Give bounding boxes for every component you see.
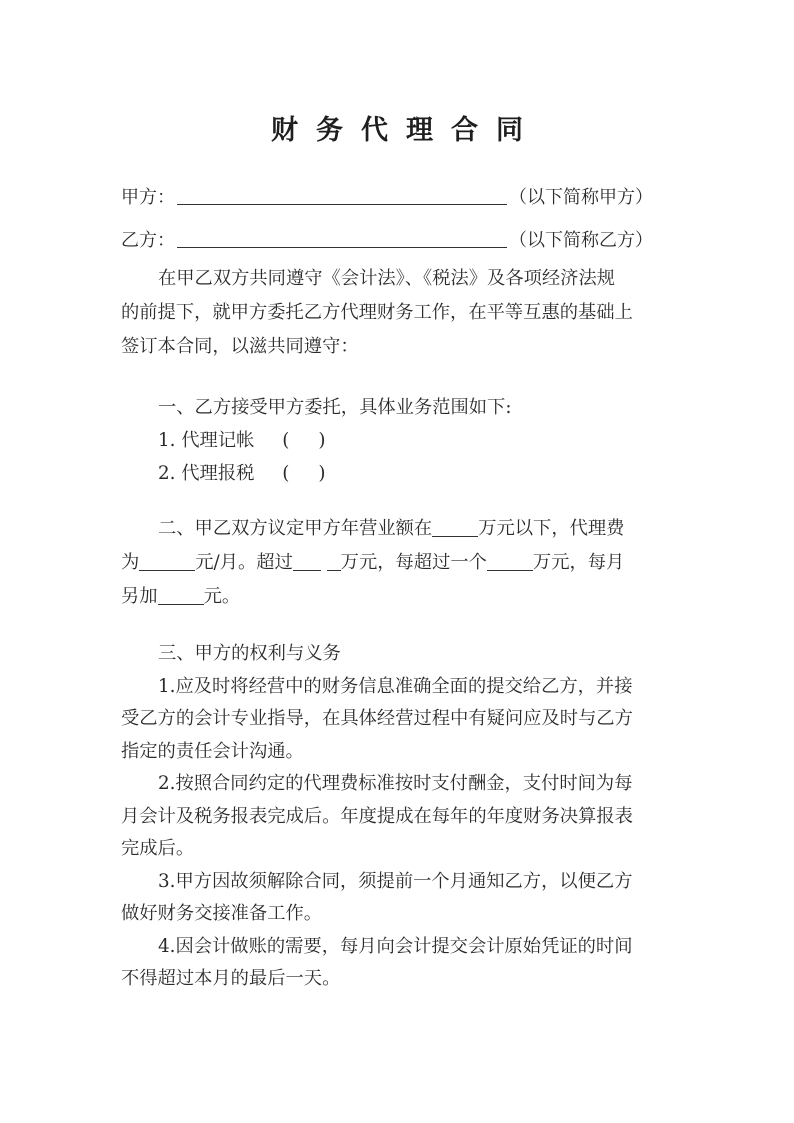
document-title: 财务代理合同 <box>271 115 541 146</box>
section-3-heading: 三、甲方的权利与义务 <box>158 643 341 664</box>
preamble-line: 签订本合同，以滋共同遵守： <box>121 336 359 357</box>
section-1 <box>121 391 677 490</box>
clause-4-line: 4.因会计做账的需要，每月向会计提交会计原始凭证的时间 <box>158 935 633 957</box>
party-a-blank[interactable] <box>177 186 507 205</box>
section-2-text: 万元，每超过一个 <box>340 552 487 573</box>
excess-threshold-blank-2[interactable] <box>327 552 341 571</box>
section-2-text: 元。 <box>203 586 241 607</box>
section-3 <box>121 638 677 996</box>
party-b-suffix: （以下简称乙方） <box>509 230 653 251</box>
scope-item-label: 1. 代理记帐 <box>158 430 255 451</box>
section-2-text: 二、甲乙双方议定甲方年营业额在 <box>158 518 433 539</box>
monthly-fee-blank[interactable] <box>139 552 195 571</box>
clause-1-line: 受乙方的会计专业指导，在具体经营过程中有疑问应及时与乙方 <box>121 708 633 729</box>
clause-2-line: 月会计及税务报表完成后。年度提成在每年的年度财务决算报表 <box>121 805 633 827</box>
scope-item-checkbox[interactable]: ( ) <box>282 463 326 484</box>
section-2 <box>121 512 677 614</box>
section-2-text: 为 <box>121 552 140 573</box>
party-b-line <box>121 226 653 252</box>
section-2-text: 元/月。超过 <box>195 552 293 573</box>
party-a-label: 甲方： <box>121 187 175 208</box>
section-2-text: 万元，每月 <box>532 552 625 573</box>
clause-2-line: 2.按照合同约定的代理费标准按时支付酬金，支付时间为每 <box>158 773 633 794</box>
party-a-suffix: （以下简称甲方） <box>509 187 653 208</box>
clause-1-line: 指定的责任会计沟通。 <box>121 740 304 762</box>
section-2-line <box>121 512 677 546</box>
preamble <box>121 262 677 364</box>
clause-2-line: 完成后。 <box>121 838 195 859</box>
section-2-line <box>121 546 677 580</box>
preamble-line: 在甲乙双方共同遵守《会计法》、《税法》及各项经济法规 <box>158 268 616 289</box>
section-1-heading: 一、乙方接受甲方委托，具体业务范围如下: <box>158 397 512 418</box>
clause-4-line: 不得超过本月的最后一天。 <box>121 968 341 989</box>
party-b-blank[interactable] <box>177 229 507 248</box>
excess-threshold-blank[interactable] <box>293 552 321 571</box>
clause-1-line: 1.应及时将经营中的财务信息准确全面的提交给乙方，并接 <box>158 675 633 697</box>
party-a-line <box>121 183 653 209</box>
clause-3-line: 3.甲方因故须解除合同，须提前一个月通知乙方，以便乙方 <box>158 870 633 892</box>
party-b-label: 乙方： <box>121 230 175 251</box>
scope-item-checkbox[interactable]: ( ) <box>282 430 326 451</box>
section-2-line <box>121 580 677 614</box>
section-2-text: 万元以下，代理费 <box>478 518 625 539</box>
clause-3-line: 做好财务交接准备工作。 <box>121 903 323 924</box>
scope-item-bookkeeping <box>121 424 677 457</box>
revenue-threshold-blank[interactable] <box>432 518 478 537</box>
scope-item-tax-filing <box>121 457 677 490</box>
scope-item-label: 2. 代理报税 <box>158 463 255 484</box>
preamble-line: 的前提下，就甲方委托乙方代理财务工作，在平等互惠的基础上 <box>121 302 633 323</box>
extra-fee-blank[interactable] <box>158 586 204 605</box>
section-2-text: 另加 <box>121 586 158 607</box>
increment-unit-blank[interactable] <box>487 552 533 571</box>
